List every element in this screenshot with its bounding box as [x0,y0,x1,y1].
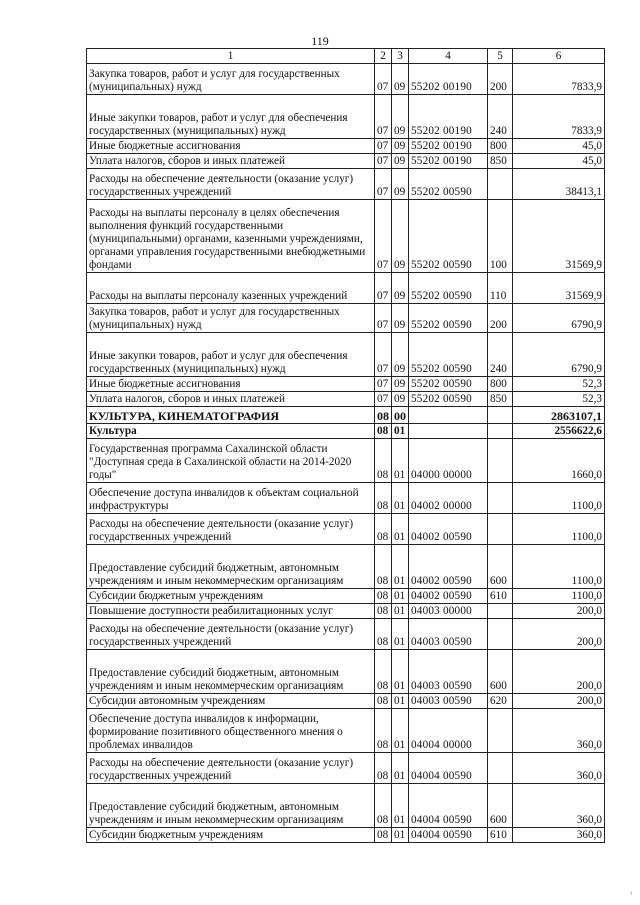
table-row [87,200,605,273]
row-amount-cell: 1660,0 [513,439,605,483]
row-target-article-cell: 04003 00590 [409,619,488,650]
row-section-cell: 08 [375,545,392,589]
row-subsection-cell: 09 [392,200,409,273]
table-row [87,709,605,753]
row-subsection-cell: 09 [392,139,409,154]
row-expense-type-cell [488,709,513,753]
row-amount-cell: 2556622,6 [513,424,605,439]
row-expense-type-cell: 600 [488,545,513,589]
row-section-cell: 08 [375,650,392,694]
row-subsection-cell: 09 [392,154,409,169]
row-name-cell: Обеспечение доступа инвалидов к информации, формирование позитивного общественного мнения о проблемах инвалидов [87,709,375,753]
row-expense-type-cell: 800 [488,139,513,154]
page-number: 119 [311,34,329,48]
row-amount-cell: 45,0 [513,154,605,169]
row-expense-type-cell: 620 [488,694,513,709]
header-col-4: 4 [409,49,488,64]
row-expense-type-cell: 610 [488,589,513,604]
row-target-article-cell: 55202 00190 [409,64,488,95]
row-section-cell: 08 [375,784,392,828]
row-target-article-cell: 04004 00590 [409,828,488,843]
row-name-cell: Обеспечение доступа инвалидов к объектам социальной инфраструктуры [87,483,375,514]
table-row [87,154,605,169]
row-subsection-cell: 01 [392,619,409,650]
row-target-article-cell: 04003 00590 [409,650,488,694]
row-expense-type-cell: 110 [488,273,513,304]
row-target-article-cell: 04003 00590 [409,694,488,709]
row-target-article-cell: 04004 00590 [409,784,488,828]
row-name-cell: Расходы на обеспечение деятельности (оказание услуг) государственных учреждений [87,169,375,200]
row-target-article-cell [409,407,488,424]
row-amount-cell: 200,0 [513,694,605,709]
row-target-article-cell: 04004 00590 [409,753,488,784]
row-section-cell: 07 [375,169,392,200]
row-subsection-cell: 01 [392,483,409,514]
row-name-cell: Предоставление субсидий бюджетным, автономным учреждениям и иным некоммерческим организациям [87,650,375,694]
row-section-cell: 07 [375,64,392,95]
row-amount-cell: 1100,0 [513,514,605,545]
row-expense-type-cell: 240 [488,95,513,139]
row-subsection-cell: 01 [392,828,409,843]
row-target-article-cell [409,424,488,439]
row-expense-type-cell: 100 [488,200,513,273]
row-subsection-cell: 01 [392,424,409,439]
table-row [87,589,605,604]
row-amount-cell: 38413,1 [513,169,605,200]
row-name-cell: Иные бюджетные ассигнования [87,377,375,392]
table-row [87,139,605,154]
row-expense-type-cell: 200 [488,64,513,95]
row-name-cell: Уплата налогов, сборов и иных платежей [87,154,375,169]
row-expense-type-cell [488,604,513,619]
row-name-cell: Субсидии бюджетным учреждениям [87,589,375,604]
row-subsection-cell: 01 [392,604,409,619]
row-section-cell: 08 [375,619,392,650]
row-section-cell: 08 [375,407,392,424]
row-subsection-cell: 09 [392,64,409,95]
table-row [87,169,605,200]
row-expense-type-cell: 850 [488,392,513,407]
row-name-cell: Субсидии автономным учреждениям [87,694,375,709]
row-subsection-cell: 01 [392,514,409,545]
table-row [87,377,605,392]
row-section-cell: 08 [375,604,392,619]
row-expense-type-cell: 850 [488,154,513,169]
row-name-cell: Государственная программа Сахалинской области "Доступная среда в Сахалинской области на 2014-2020 годы" [87,439,375,483]
row-amount-cell: 360,0 [513,709,605,753]
row-amount-cell: 360,0 [513,753,605,784]
table-header-row [87,49,605,64]
row-name-cell: Иные закупки товаров, работ и услуг для обеспечения государственных (муниципальных) нужд [87,333,375,377]
row-subsection-cell: 01 [392,694,409,709]
row-subsection-cell: 01 [392,589,409,604]
row-name-cell: Закупка товаров, работ и услуг для государственных (муниципальных) нужд [87,64,375,95]
table-row [87,784,605,828]
table-row [87,828,605,843]
table-row [87,424,605,439]
row-subsection-cell: 09 [392,377,409,392]
table-row [87,95,605,139]
row-name-cell: Расходы на обеспечение деятельности (оказание услуг) государственных учреждений [87,753,375,784]
row-target-article-cell: 04002 00590 [409,589,488,604]
row-expense-type-cell: 800 [488,377,513,392]
row-section-cell: 08 [375,753,392,784]
table-row [87,514,605,545]
table-row [87,304,605,333]
row-section-cell: 07 [375,377,392,392]
row-amount-cell: 31569,9 [513,273,605,304]
row-amount-cell: 1100,0 [513,589,605,604]
table-row [87,439,605,483]
row-subsection-cell: 09 [392,95,409,139]
row-target-article-cell: 55202 00190 [409,154,488,169]
row-subsection-cell: 09 [392,304,409,333]
row-name-cell: КУЛЬТУРА, КИНЕМАТОГРАФИЯ [87,407,375,424]
table-row [87,407,605,424]
row-section-cell: 07 [375,392,392,407]
row-target-article-cell: 55202 00590 [409,377,488,392]
row-target-article-cell: 55202 00590 [409,304,488,333]
table-row [87,650,605,694]
row-amount-cell: 2863107,1 [513,407,605,424]
row-section-cell: 07 [375,304,392,333]
table-row [87,333,605,377]
row-name-cell: Субсидии бюджетным учреждениям [87,828,375,843]
row-subsection-cell: 01 [392,784,409,828]
row-target-article-cell: 04003 00000 [409,604,488,619]
row-subsection-cell: 09 [392,273,409,304]
row-expense-type-cell [488,169,513,200]
row-target-article-cell: 04004 00000 [409,709,488,753]
row-target-article-cell: 04002 00590 [409,545,488,589]
row-section-cell: 08 [375,424,392,439]
row-target-article-cell: 55202 00190 [409,95,488,139]
row-name-cell: Культура [87,424,375,439]
table-row [87,545,605,589]
row-subsection-cell: 01 [392,650,409,694]
row-section-cell: 07 [375,154,392,169]
table-row [87,619,605,650]
header-col-2: 2 [375,49,392,64]
row-section-cell: 07 [375,200,392,273]
row-subsection-cell: 01 [392,439,409,483]
row-expense-type-cell [488,483,513,514]
row-subsection-cell: 09 [392,333,409,377]
row-amount-cell: 200,0 [513,604,605,619]
row-section-cell: 07 [375,139,392,154]
row-section-cell: 08 [375,589,392,604]
table-row [87,392,605,407]
row-expense-type-cell [488,407,513,424]
row-name-cell: Уплата налогов, сборов и иных платежей [87,392,375,407]
row-subsection-cell: 01 [392,753,409,784]
row-target-article-cell: 04002 00000 [409,483,488,514]
row-section-cell: 07 [375,273,392,304]
row-subsection-cell: 09 [392,392,409,407]
row-target-article-cell: 55202 00590 [409,273,488,304]
row-subsection-cell: 00 [392,407,409,424]
row-section-cell: 08 [375,483,392,514]
row-name-cell: Закупка товаров, работ и услуг для государственных (муниципальных) нужд [87,304,375,333]
row-section-cell: 08 [375,514,392,545]
row-subsection-cell: 01 [392,709,409,753]
row-target-article-cell: 04000 00000 [409,439,488,483]
table-row [87,753,605,784]
row-amount-cell: 52,3 [513,377,605,392]
row-target-article-cell: 55202 00190 [409,139,488,154]
row-name-cell: Иные бюджетные ассигнования [87,139,375,154]
table-row [87,64,605,95]
row-expense-type-cell [488,439,513,483]
row-section-cell: 07 [375,333,392,377]
table-row [87,604,605,619]
row-expense-type-cell [488,753,513,784]
header-col-3: 3 [392,49,409,64]
row-name-cell: Предоставление субсидий бюджетным, автономным учреждениям и иным некоммерческим организациям [87,545,375,589]
header-col-5: 5 [488,49,513,64]
row-section-cell: 08 [375,694,392,709]
row-amount-cell: 200,0 [513,619,605,650]
row-amount-cell: 6790,9 [513,333,605,377]
row-expense-type-cell: 240 [488,333,513,377]
row-target-article-cell: 55202 00590 [409,200,488,273]
row-amount-cell: 7833,9 [513,64,605,95]
row-target-article-cell: 55202 00590 [409,333,488,377]
row-expense-type-cell [488,424,513,439]
row-expense-type-cell [488,619,513,650]
table-row [87,483,605,514]
row-amount-cell: 200,0 [513,650,605,694]
row-expense-type-cell [488,514,513,545]
row-amount-cell: 31569,9 [513,200,605,273]
row-name-cell: Расходы на обеспечение деятельности (оказание услуг) государственных учреждений [87,514,375,545]
row-name-cell: Расходы на обеспечение деятельности (оказание услуг) государственных учреждений [87,619,375,650]
row-name-cell: Иные закупки товаров, работ и услуг для обеспечения государственных (муниципальных) нужд [87,95,375,139]
row-section-cell: 07 [375,95,392,139]
header-col-1: 1 [87,49,375,64]
table-row [87,694,605,709]
budget-table [86,48,605,843]
row-expense-type-cell: 600 [488,784,513,828]
table-row [87,273,605,304]
row-name-cell: Повышение доступности реабилитационных услуг [87,604,375,619]
row-name-cell: Расходы на выплаты персоналу казенных учреждений [87,273,375,304]
row-expense-type-cell: 200 [488,304,513,333]
header-col-6: 6 [513,49,605,64]
row-section-cell: 08 [375,709,392,753]
row-amount-cell: 1100,0 [513,483,605,514]
row-target-article-cell: 55202 00590 [409,392,488,407]
row-amount-cell: 1100,0 [513,545,605,589]
row-name-cell: Предоставление субсидий бюджетным, автономным учреждениям и иным некоммерческим организациям [87,784,375,828]
row-section-cell: 08 [375,439,392,483]
row-amount-cell: 360,0 [513,828,605,843]
row-amount-cell: 52,3 [513,392,605,407]
row-amount-cell: 6790,9 [513,304,605,333]
row-subsection-cell: 09 [392,169,409,200]
row-expense-type-cell: 610 [488,828,513,843]
scan-margin-mark: ~ [628,890,636,895]
row-name-cell: Расходы на выплаты персоналу в целях обеспечения выполнения функций государственными (муниципальными) органами, казенными учреждениями, органами управления государственными внебюджетными фондами [87,200,375,273]
row-amount-cell: 7833,9 [513,95,605,139]
row-expense-type-cell: 600 [488,650,513,694]
row-amount-cell: 45,0 [513,139,605,154]
table-body [87,64,605,843]
row-section-cell: 08 [375,828,392,843]
row-subsection-cell: 01 [392,545,409,589]
row-target-article-cell: 55202 00590 [409,169,488,200]
row-target-article-cell: 04002 00590 [409,514,488,545]
row-amount-cell: 360,0 [513,784,605,828]
